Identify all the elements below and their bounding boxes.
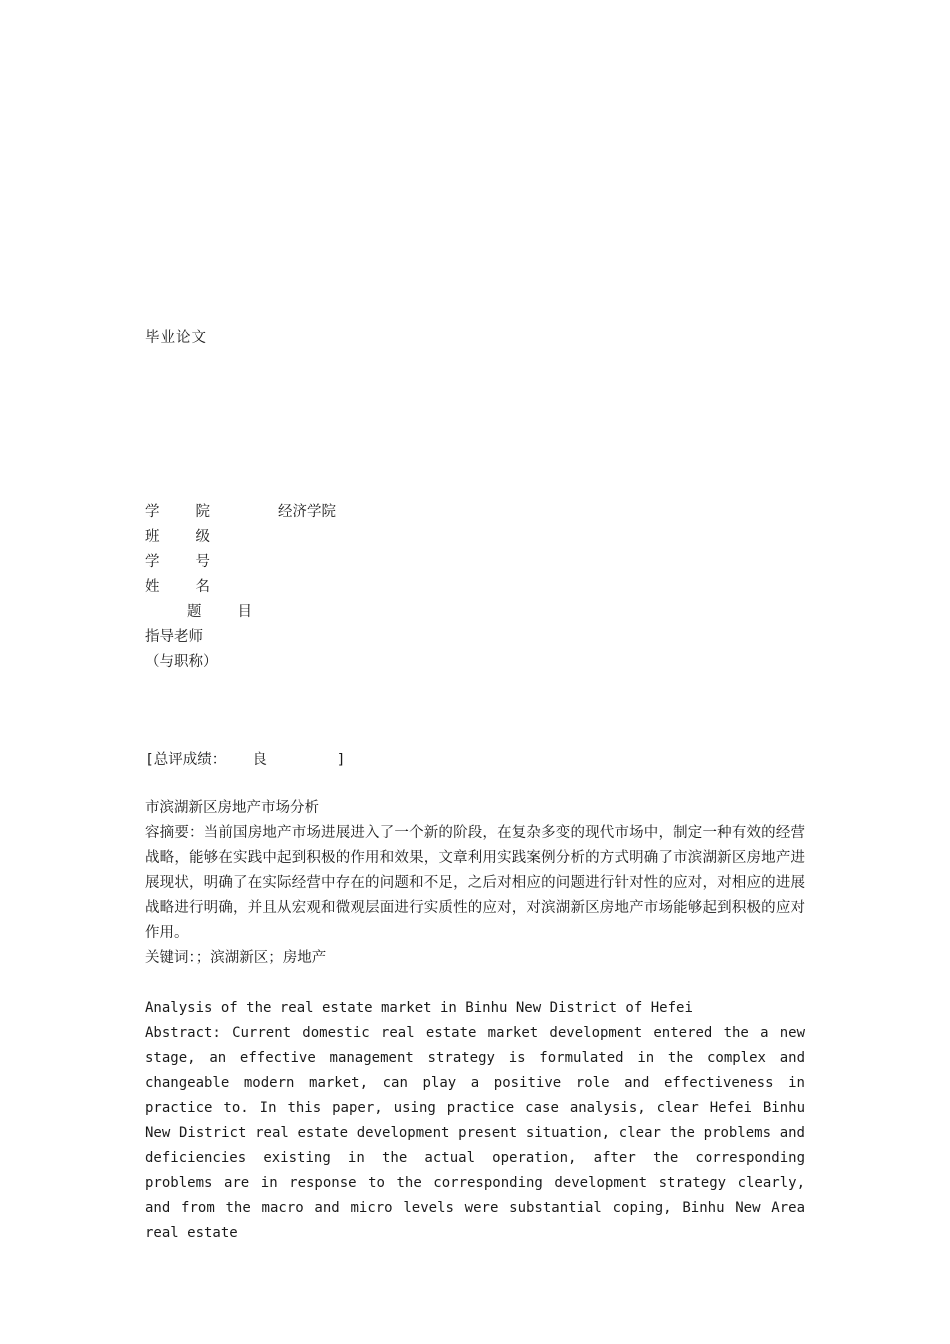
grade-line: [总评成绩： 良 ] [145, 752, 346, 768]
topic-label: 题目 [187, 604, 288, 620]
info-row-advisor-title [145, 650, 288, 675]
chinese-title: 市滨湖新区房地产市场分析 [145, 800, 319, 816]
student-id-label: 学号 [145, 554, 246, 570]
info-row-college [145, 500, 336, 525]
english-abstract-section [145, 996, 805, 1246]
advisor-label: 指导老师 [145, 629, 203, 645]
info-row-class [145, 525, 288, 550]
college-value: 经济学院 [278, 504, 336, 520]
chinese-keywords: 关键词：；滨湖新区；房地产 [145, 950, 327, 966]
info-row-topic [145, 600, 288, 625]
document-title: 毕业论文 [145, 330, 207, 346]
class-label: 班级 [145, 529, 246, 545]
english-title: Analysis of the real estate market in Binhu New District of Hefei [145, 1000, 693, 1016]
info-row-student-id [145, 550, 288, 575]
info-row-advisor [145, 625, 288, 650]
cover-info-block [145, 500, 336, 675]
chinese-abstract: 容摘要：当前国房地产市场进展进入了一个新的阶段，在复杂多变的现代市场中，制定一种有效的经营战略，能够在实践中起到积极的作用和效果，文章利用实践案例分析的方式明确了市滨湖新区房地产进展现状，明确了在实际经营中存在的问题和不足，之后对相应的问题进行针对性的应对，对相应的进展战略进行明确，并且从宏观和微观层面进行实质性的应对，对滨湖新区房地产市场能够起到积极的应对作用。 [145, 825, 805, 941]
english-abstract: Abstract: Current domestic real estate market development entered the a new stage, an effective management strategy is formulated in the complex and changeable modern market, can play a positive role and effectiveness in practice to. In this paper, using practice case analysis, clear Hefei Binhu New District real estate development present situation, clear the problems and deficiencies existing in the actual operation, after the corresponding problems are in response to the corresponding development strategy clearly, and from the macro and micro levels were substantial coping, Binhu New Area real estate [145, 1025, 805, 1241]
advisor-title-label: （与职称） [145, 654, 218, 670]
college-label [145, 500, 246, 525]
college-label-text: 学院 [145, 504, 246, 520]
info-row-name [145, 575, 288, 600]
chinese-abstract-section [145, 796, 805, 971]
name-label: 姓名 [145, 579, 246, 595]
